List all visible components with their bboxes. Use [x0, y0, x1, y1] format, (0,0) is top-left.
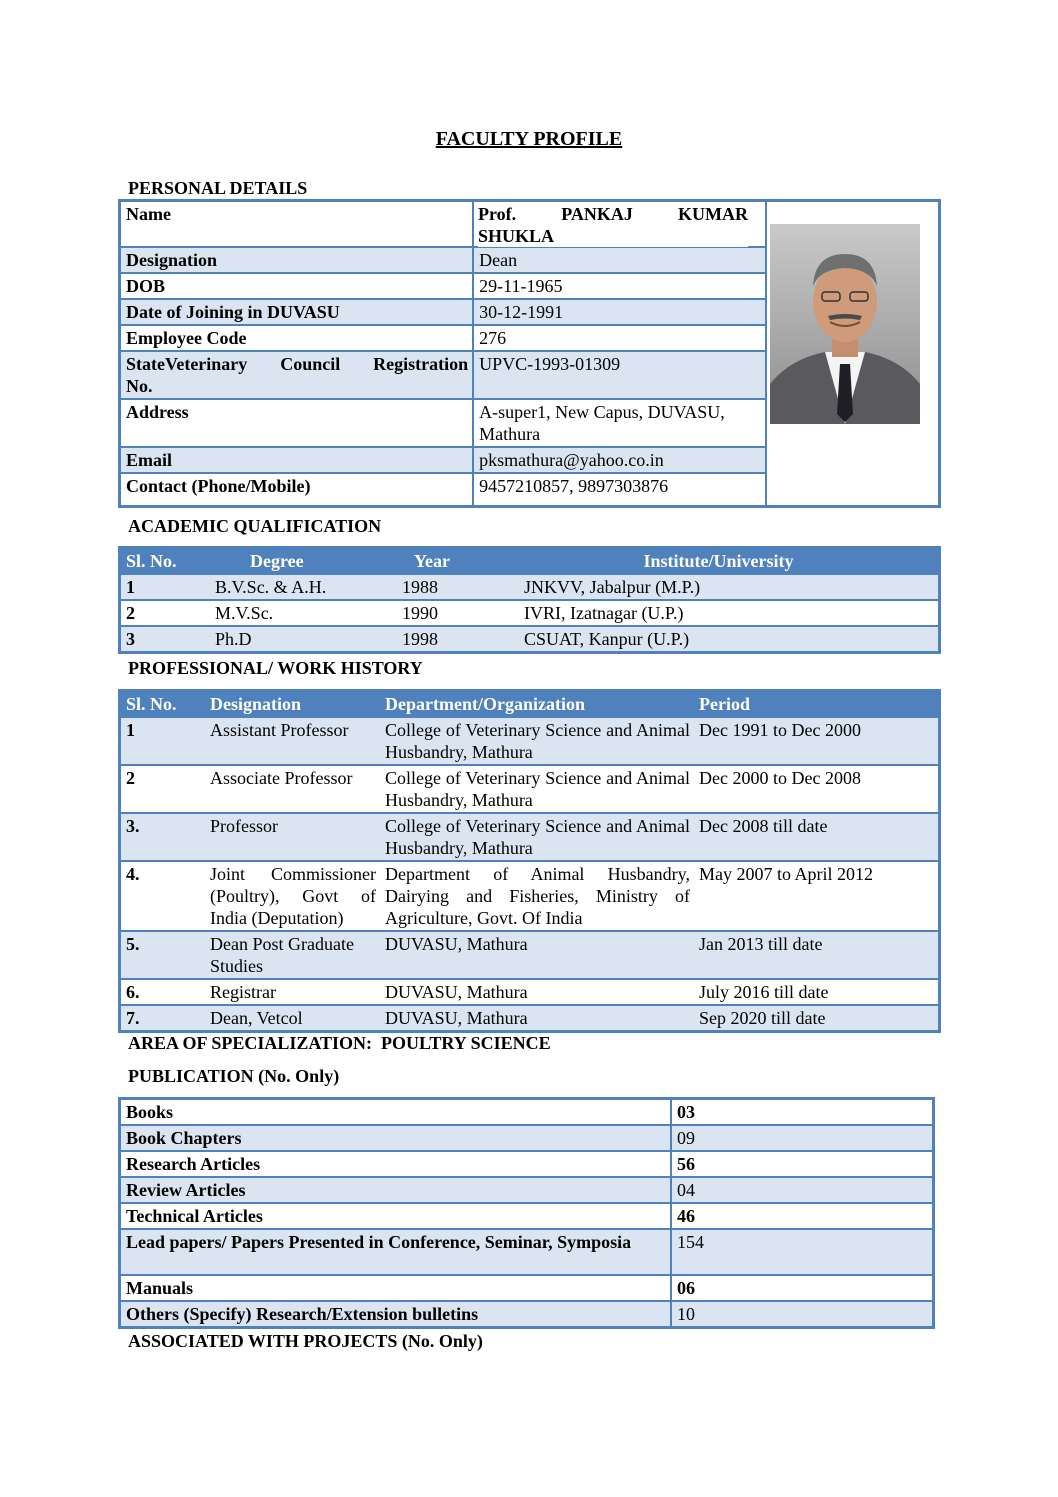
cell: 5. [120, 931, 206, 979]
cell: Joint Commissioner (Poultry), Govt of India (Deputation) [205, 861, 380, 931]
page-title: FACULTY PROFILE [435, 128, 623, 150]
table-row [120, 717, 940, 765]
pub-value: 04 [671, 1177, 934, 1203]
pub-label: Research Articles [120, 1151, 672, 1177]
cell: College of Veterinary Science and Animal Husbandry, Mathura [380, 765, 694, 813]
pd-value: A-super1, New Capus, DUVASU, Mathura [473, 399, 766, 447]
cell: IVRI, Izatnagar (U.P.) [498, 600, 940, 626]
cell: Dec 2000 to Dec 2008 [694, 765, 940, 813]
cell: CSUAT, Kanpur (U.P.) [498, 626, 940, 653]
pub-label: Others (Specify) Research/Extension bulletins [120, 1301, 672, 1328]
pub-value: 03 [671, 1099, 934, 1126]
pd-value: UPVC-1993-01309 [473, 351, 766, 399]
cell: 1998 [394, 626, 498, 653]
cell: 3. [120, 813, 206, 861]
work-history-heading: PROFESSIONAL/ WORK HISTORY [128, 658, 423, 678]
col-header: Year [394, 548, 498, 575]
pub-value: 154 [671, 1229, 934, 1275]
cell: 1990 [394, 600, 498, 626]
cell: Jan 2013 till date [694, 931, 940, 979]
cell: Professor [205, 813, 380, 861]
pub-value: 56 [671, 1151, 934, 1177]
name-value [478, 203, 748, 247]
cell: 6. [120, 979, 206, 1005]
cell: Department of Animal Husbandry, Dairying and Fisheries, Ministry of Agriculture, Govt. Of India [380, 861, 694, 931]
pub-label: Book Chapters [120, 1125, 672, 1151]
pd-value-email: pksmathura@yahoo.co.in [473, 447, 766, 473]
table-row [120, 626, 940, 653]
pd-label: Address [120, 399, 474, 447]
academic-table [118, 546, 941, 654]
pd-value: 276 [473, 325, 766, 351]
cell: Registrar [205, 979, 380, 1005]
cell: DUVASU, Mathura [380, 1005, 694, 1032]
cell: M.V.Sc. [210, 600, 394, 626]
profile-photo-image [770, 224, 920, 424]
pub-label: Lead papers/ Papers Presented in Conference, Seminar, Symposia [120, 1229, 672, 1275]
registration-line-2: No. [126, 375, 153, 396]
pub-value: 06 [671, 1275, 934, 1301]
col-header: Sl. No. [120, 548, 211, 575]
table-row [120, 813, 940, 861]
table-row [120, 861, 940, 931]
cell: DUVASU, Mathura [380, 931, 694, 979]
pd-label: Employee Code [120, 325, 474, 351]
pub-value: 46 [671, 1203, 934, 1229]
cell: College of Veterinary Science and Animal Husbandry, Mathura [380, 813, 694, 861]
academic-heading: ACADEMIC QUALIFICATION [128, 516, 382, 536]
registration-line-1: StateVeterinary Council Registration [126, 353, 469, 374]
cell: Dec 1991 to Dec 2000 [694, 717, 940, 765]
cell: Dean Post Graduate Studies [205, 931, 380, 979]
table-row [120, 931, 940, 979]
personal-details-heading: PERSONAL DETAILS [128, 178, 308, 198]
table-row [120, 765, 940, 813]
table-row [120, 979, 940, 1005]
table-row [120, 1005, 940, 1032]
pd-label: Name [120, 201, 474, 247]
cell: 2 [120, 765, 206, 813]
cell: 7. [120, 1005, 206, 1032]
cell: 2 [120, 600, 211, 626]
pd-value: 29-11-1965 [473, 273, 766, 299]
cell: B.V.Sc. & A.H. [210, 574, 394, 600]
pd-label-registration [120, 351, 474, 399]
publication-heading: PUBLICATION (No. Only) [128, 1066, 340, 1086]
publication-table [118, 1097, 935, 1329]
cell: 1 [120, 717, 206, 765]
work-history-table [118, 689, 941, 1033]
pub-value: 10 [671, 1301, 934, 1328]
cell: 1988 [394, 574, 498, 600]
pub-label: Review Articles [120, 1177, 672, 1203]
cell: July 2016 till date [694, 979, 940, 1005]
profile-photo [770, 224, 920, 424]
pd-label: DOB [120, 273, 474, 299]
pub-label: Technical Articles [120, 1203, 672, 1229]
table-row [120, 574, 940, 600]
pd-label: Designation [120, 247, 474, 273]
name-text: Prof. PANKAJ KUMAR SHUKLA [478, 204, 748, 246]
cell: DUVASU, Mathura [380, 979, 694, 1005]
projects-heading: ASSOCIATED WITH PROJECTS (No. Only) [128, 1331, 483, 1351]
academic-header-row [120, 548, 940, 575]
col-header: Institute/University [498, 548, 940, 575]
cell: Associate Professor [205, 765, 380, 813]
cell: College of Veterinary Science and Animal Husbandry, Mathura [380, 717, 694, 765]
pd-value: 30-12-1991 [473, 299, 766, 325]
pub-label: Books [120, 1099, 672, 1126]
pd-label: Date of Joining in DUVASU [120, 299, 474, 325]
cell: Ph.D [210, 626, 394, 653]
col-header: Designation [205, 691, 380, 718]
col-header: Sl. No. [120, 691, 206, 718]
cell: 1 [120, 574, 211, 600]
cell: Assistant Professor [205, 717, 380, 765]
cell: JNKVV, Jabalpur (M.P.) [498, 574, 940, 600]
cell: 4. [120, 861, 206, 931]
col-header: Degree [210, 548, 394, 575]
pd-value: 9457210857, 9897303876 [473, 473, 766, 507]
specialization-heading: AREA OF SPECIALIZATION: POULTRY SCIENCE [128, 1033, 551, 1053]
cell: Dean, Vetcol [205, 1005, 380, 1032]
cell: Dec 2008 till date [694, 813, 940, 861]
pd-value: Dean [473, 247, 766, 273]
cell: 3 [120, 626, 211, 653]
pd-label: Contact (Phone/Mobile) [120, 473, 474, 507]
work-header-row [120, 691, 940, 718]
pd-label: Email [120, 447, 474, 473]
pub-value: 09 [671, 1125, 934, 1151]
cell: May 2007 to April 2012 [694, 861, 940, 931]
col-header: Period [694, 691, 940, 718]
cell: Sep 2020 till date [694, 1005, 940, 1032]
table-row [120, 600, 940, 626]
col-header: Department/Organization [380, 691, 694, 718]
pub-label: Manuals [120, 1275, 672, 1301]
